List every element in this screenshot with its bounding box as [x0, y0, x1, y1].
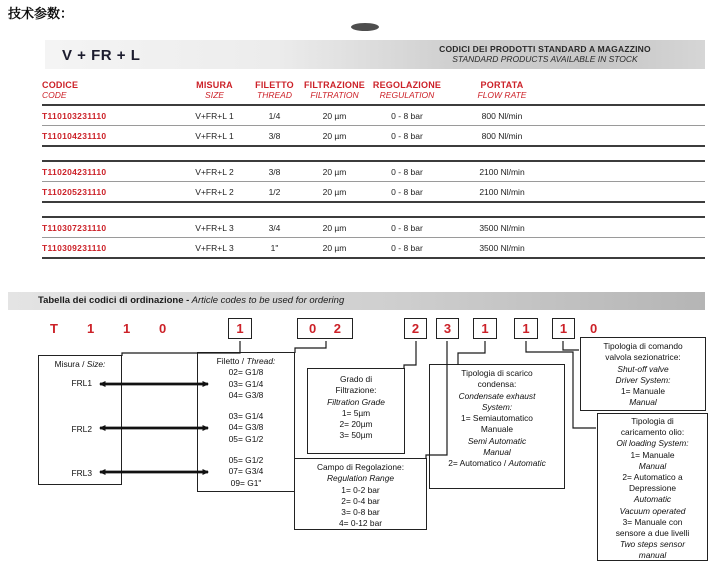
cell-flow-rate: 2100 Nl/min: [479, 186, 525, 197]
column-header-filler: [562, 80, 705, 100]
stock-note-english: STANDARD PRODUCTS AVAILABLE IN STOCK: [452, 54, 638, 64]
code-box-condensate: 1: [473, 318, 497, 339]
cell-flow-rate: 3500 Nl/min: [479, 242, 525, 253]
code-char-1: T: [50, 321, 58, 336]
code-box-size: 1: [228, 318, 252, 339]
oil-loading-box: Tipologia di caricamento olio: Oil loading System: 1= Manuale Manual 2= Automatico a Depressione Automatic Vacuum operated 3= Manuale con sensore a due livelli Two steps sensor manual: [597, 413, 708, 561]
cell-filtration: 20 µm: [322, 130, 347, 141]
cell-code: T110204231110: [42, 166, 107, 177]
column-header-regulation: REGOLAZIONE REGULATION: [372, 80, 442, 100]
stock-note-italian: CODICI DEI PRODOTTI STANDARD A MAGAZZINO: [439, 44, 651, 54]
cell-size: V+FR+L 1: [195, 110, 234, 121]
cell-size: V+FR+L 2: [195, 186, 234, 197]
cell-filtration: 20 µm: [322, 242, 347, 253]
size-item-frl2: FRL2: [71, 424, 92, 434]
product-header-bar: [45, 40, 705, 69]
column-header-code: CODICE CODE: [42, 80, 79, 100]
cell-regulation: 0 - 8 bar: [391, 222, 423, 233]
cell-filtration: 20 µm: [322, 186, 347, 197]
code-box-valve-drive: 1: [552, 318, 575, 339]
cell-regulation: 0 - 8 bar: [391, 130, 423, 141]
cell-thread: 1/4: [268, 110, 281, 121]
ordering-section-bar: [8, 292, 705, 310]
code-box-thread: 0 2: [297, 318, 353, 339]
cell-flow-rate: 800 Nl/min: [481, 130, 523, 141]
thread-group-2: 03= G1/4 04= G3/8 05= G1/2: [228, 411, 264, 444]
cell-code: T110205231110: [42, 186, 107, 197]
table-row: [42, 238, 705, 259]
code-char-12: 0: [590, 321, 598, 336]
cell-filtration: 20 µm: [322, 222, 347, 233]
column-header-filtration: FILTRAZIONE FILTRATION: [303, 80, 366, 100]
table-row: [42, 182, 705, 203]
table-group-size1: [42, 106, 705, 147]
cell-flow-rate: 800 Nl/min: [481, 110, 523, 121]
code-char-3: 1: [123, 321, 131, 336]
regulation-range-box: Campo di Regolazione: Regulation Range 1= 0-2 bar 2= 0-4 bar 3= 0-8 bar 4= 0-12 bar: [294, 458, 427, 530]
cell-code: T110103231110: [42, 110, 107, 121]
size-legend-title: Misura / Size:: [54, 359, 106, 369]
size-item-frl3: FRL3: [71, 468, 92, 478]
cell-size: V+FR+L 3: [195, 222, 234, 233]
page-title: 技术参数：: [8, 6, 74, 21]
stock-availability-note: [385, 44, 705, 64]
product-name: V + FR + L: [62, 47, 141, 64]
ink-smudge: [351, 23, 379, 31]
cell-flow-rate: 2100 Nl/min: [479, 166, 525, 177]
cell-filtration: 20 µm: [322, 110, 347, 121]
cell-thread: 1/2: [268, 186, 281, 197]
thread-group-3: 05= G1/2 07= G3/4 09= G1": [228, 455, 264, 488]
cell-thread: 3/8: [268, 166, 281, 177]
filtration-grade-box: Grado di Filtrazione: Filtration Grade 1= 5µm 2= 20µm 3= 50µm: [307, 368, 405, 454]
table-group-size2: [42, 160, 705, 203]
code-char-2: 1: [87, 321, 95, 336]
thread-legend-box: [197, 352, 295, 492]
code-char-4: 0: [159, 321, 167, 336]
thread-legend-title: Filetto / Thread:: [216, 356, 276, 366]
size-item-frl1: FRL1: [71, 378, 92, 388]
cell-code: T110309231110: [42, 242, 107, 253]
ordering-title-english: Article codes to be used for ordering: [189, 295, 345, 306]
column-header-size: MISURA SIZE: [196, 80, 233, 100]
ordering-title-italian: Tabella dei codici di ordinazione -: [38, 295, 190, 306]
cell-size: V+FR+L 2: [195, 166, 234, 177]
table-row: [42, 218, 705, 238]
table-group-size3: [42, 216, 705, 259]
table-row: [42, 126, 705, 147]
column-header-flow-rate: PORTATA FLOW RATE: [477, 80, 527, 100]
cell-code: T110104231110: [42, 130, 107, 141]
table-header-row: [42, 80, 705, 106]
code-box-regulation: 3: [436, 318, 459, 339]
code-box-filtration: 2: [404, 318, 427, 339]
cell-code: T110307231110: [42, 222, 107, 233]
cell-size: V+FR+L 3: [195, 242, 234, 253]
shutoff-valve-drive-box: Tipologia di comando valvola sezionatrice: Shut-off valve Driver System: 1= Manuale Manual: [580, 337, 706, 411]
cell-thread: 3/4: [268, 222, 281, 233]
thread-group-1: 02= G1/8 03= G1/4 04= G3/8: [228, 367, 264, 400]
cell-regulation: 0 - 8 bar: [391, 166, 423, 177]
cell-flow-rate: 3500 Nl/min: [479, 222, 525, 233]
size-legend-box: [38, 355, 122, 485]
column-header-thread: FILETTO THREAD: [255, 80, 294, 100]
cell-regulation: 0 - 8 bar: [391, 242, 423, 253]
cell-thread: 1": [270, 242, 279, 253]
cell-thread: 3/8: [268, 130, 281, 141]
table-row: [42, 106, 705, 126]
cell-regulation: 0 - 8 bar: [391, 186, 423, 197]
table-row: [42, 162, 705, 182]
cell-regulation: 0 - 8 bar: [391, 110, 423, 121]
cell-filtration: 20 µm: [322, 166, 347, 177]
code-box-oil-loading: 1: [514, 318, 538, 339]
cell-size: V+FR+L 1: [195, 130, 234, 141]
condensate-exhaust-box: Tipologia di scarico condensa: Condensate exhaust System: 1= Semiautomatico Manuale Semi Automatic Manual 2= Automatico / Automatic: [429, 364, 565, 489]
